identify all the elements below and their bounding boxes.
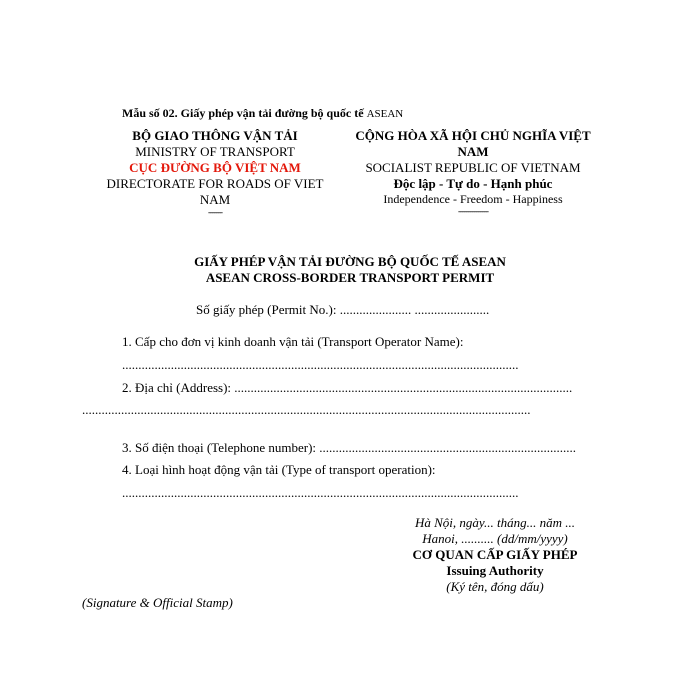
permit-number: Số giấy phép (Permit No.): ...................... ....................... [196, 302, 490, 317]
transport-type-label: 4. Loại hình hoạt động vận tải (Type of transport operation): [122, 462, 436, 477]
directorate-vi: CỤC ĐƯỜNG BỘ VIỆT NAM [129, 160, 301, 175]
form-code-plain: ASEAN [366, 108, 404, 120]
operator-label: 1. Cấp cho đơn vị kinh doanh vận tải (Transport Operator Name): [122, 334, 464, 349]
permit-title-vi: GIẤY PHÉP VẬN TẢI ĐƯỜNG BỘ QUỐC TẾ ASEAN [194, 254, 506, 269]
republic-vi-line1: CỘNG HÒA XÃ HỘI CHỦ NGHĨA VIỆT [355, 128, 591, 143]
motto-en: Independence - Freedom - Happiness [383, 192, 563, 206]
date-en: Hanoi, .......... (dd/mm/yyyy) [422, 531, 568, 546]
form-code [122, 106, 403, 121]
right-header [344, 128, 602, 216]
motto-vi: Độc lập - Tự do - Hạnh phúc [393, 176, 553, 191]
address-label: 2. Địa chỉ (Address): ........................................................................................................ [122, 380, 573, 395]
right-header-rule: --------------- [458, 206, 488, 216]
date-vi: Hà Nội, ngày... tháng... năm ... [415, 515, 575, 530]
form-code-bold: Mẫu số 02. Giấy phép vận tải đường bộ quốc tế [122, 106, 364, 120]
left-header [96, 128, 334, 217]
phone-label: 3. Số điện thoại (Telephone number): ............................................................................... [122, 440, 577, 455]
directorate-en-line2: NAM [199, 192, 231, 207]
ministry-vi: BỘ GIAO THÔNG VẬN TẢI [132, 128, 298, 143]
left-header-rule: ------- [208, 207, 222, 217]
signature-block [380, 515, 610, 595]
directorate-en-line1: DIRECTORATE FOR ROADS OF VIET [106, 176, 324, 191]
republic-vi-line2: NAM [457, 144, 489, 159]
republic-en: SOCIALIST REPUBLIC OF VIETNAM [365, 160, 581, 175]
transport-type-dots: .......................................................................................................................... [122, 485, 519, 500]
signature-note: (Signature & Official Stamp) [82, 595, 233, 610]
operator-value-dots: .......................................................................................................................... [122, 357, 519, 372]
authority-vi: CƠ QUAN CẤP GIẤY PHÉP [412, 547, 578, 562]
ministry-en: MINISTRY OF TRANSPORT [135, 144, 295, 159]
authority-en: Issuing Authority [446, 563, 544, 578]
permit-title-en: ASEAN CROSS-BORDER TRANSPORT PERMIT [205, 270, 495, 285]
address-value-dots: .......................................................................................................................................... [82, 402, 531, 417]
sign-instruction-vi: (Ký tên, đóng dấu) [446, 579, 544, 594]
